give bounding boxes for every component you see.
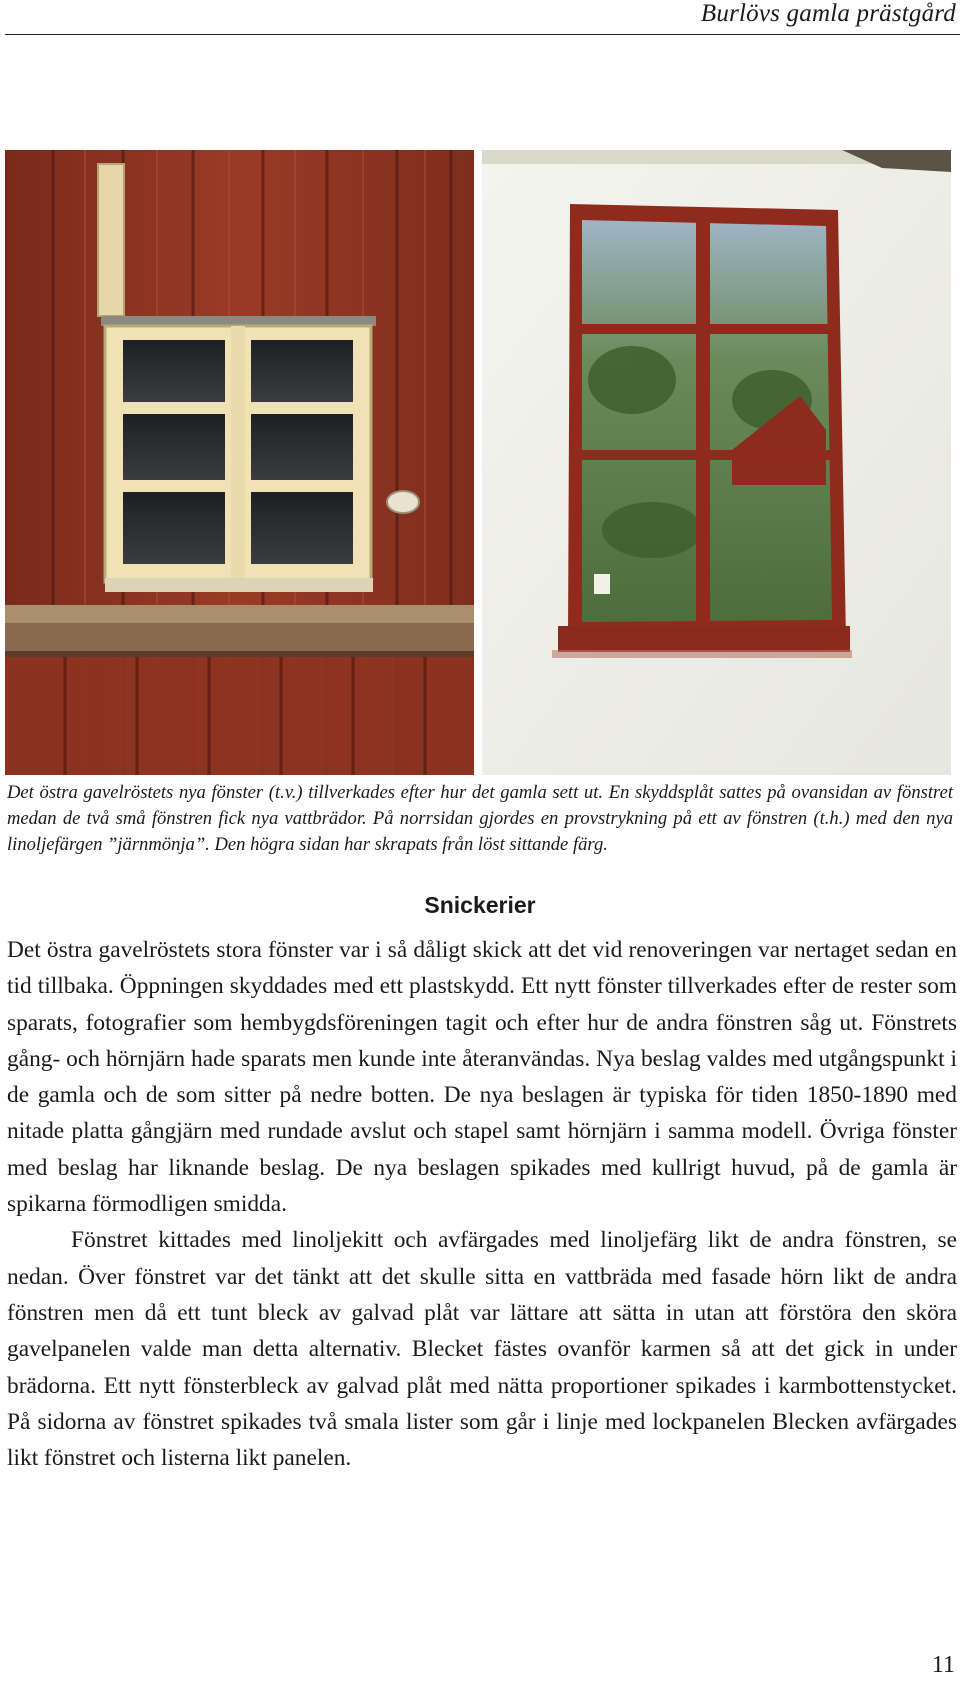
paragraph: Det östra gavelröstets stora fönster var i så dåligt skick att det vid renoveringen var nertaget sedan en tid tillbaka. Öppningen skyddades med ett plastskydd. Ett nytt fönster tillverkades efter de rester som sparats, fotografier som hembygdsföreningen tagit och efter hur de andra fönstren såg ut. Fönstrets gång- och hörnjärn hade sparats men kunde inte återanvändas. Nya beslag valdes med utgångspunkt i de gamla och de som sitter på nedre botten. De nya beslagen är typiska för tiden 1850-1890 med nitade platta gångjärn med rundade avslut och stapel samt hörnjärn i samma modell. Övriga fönster med beslag har liknande beslag. De nya beslagen spikades med kullrigt huvud, på de gamla är spikarna förmodligen smidda. [7,937,957,1218]
photo-white-wall-window [482,150,951,775]
page-header [5,0,960,35]
page-number: 11 [931,1652,955,1678]
body-text [7,932,957,1476]
photo-caption: Det östra gavelröstets nya fönster (t.v.) tillverkades efter hur det gamla sett ut. En skyddsplåt sattes på ovansidan av fönstret medan de två små fönstren fick nya vattbrädor. På norrsidan gjordes en provstrykning på ett av fönstren (t.h.) med den nya linoljefärgen ”järnmönja”. Den högra sidan har skrapats från löst sittande färg. [7,782,953,855]
section-heading: Snickerier [424,892,536,918]
running-title: Burlövs gamla prästgård [700,0,956,27]
paragraph: Fönstret kittades med linoljekitt och avfärgades med linoljefärg likt de andra fönstren, se nedan. Över fönstret var det tänkt att det skulle sitta en vattbräda med fasade hörn likt de andra fönstren men då ett tunt bleck av galvad plåt var lättare att sätta in utan att förstöra den sköra gavelpanelen valde man detta alternativ. Blecket fästes ovanför karmen så att det gick in under brädorna. Ett nytt fönsterbleck av galvad plåt med nätta proportioner spikades i karmbottenstycket. På sidorna av fönstret spikades två smala lister som går i linje med lockpanelen Blecken avfärgades likt fönstret och listerna likt panelen. [7,1227,957,1472]
photo-red-wall-window [5,150,474,775]
